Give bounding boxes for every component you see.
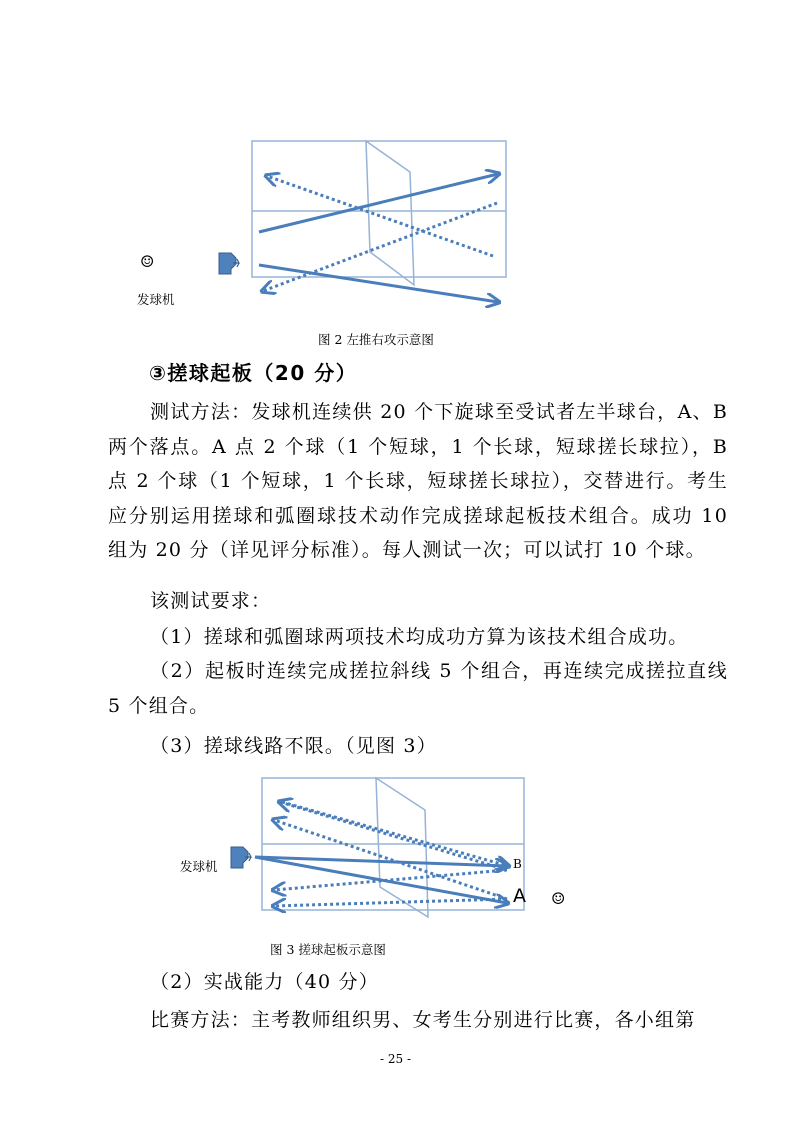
requirement-2: （2）起板时连续完成搓拉斜线 5 个组合，再连续完成搓拉直线 5 个组合。 (108, 660, 728, 717)
table-outline (252, 141, 506, 277)
requirements-title: 该测试要求： (150, 590, 272, 612)
solid-arrow-upper (259, 174, 498, 232)
point-a-label: A (513, 885, 526, 907)
section-heading: ③搓球起板（20 分） (149, 361, 358, 385)
point-b-label: B (513, 857, 522, 871)
section-2-heading: （2）实战能力（40 分） (150, 971, 379, 993)
requirement-1: （1）搓球和弧圈球两项技术均成功方算为该技术组合成功。 (150, 626, 689, 648)
dotted-arrow-upper (267, 176, 493, 256)
serving-machine-icon (219, 253, 239, 274)
solid-arrow-lower (259, 265, 498, 302)
requirement-3: （3）搓球线路不限。（见图 3） (150, 735, 437, 757)
smiley-icon-3: ☺ (551, 889, 566, 908)
page-number: - 25 - (380, 1052, 412, 1066)
figure-2-caption: 图 2 左推右攻示意图 (318, 332, 434, 347)
test-method-paragraph: 测试方法：发球机连续供 20 个下旋球至受试者左半球台，A、B 两个落点。A 点 2 个球（1 个短球，1 个长球，短球搓长球拉），B 点 2 个球（1 个短球，1 个长球，短球搓长球拉），交替进行。考生应分别运用搓球和弧圈球技术动作完成搓球起板技术组合。成功 10 组为 20 分（详见评分标准）。每人测试一次；可以试打 10 个球。 (108, 401, 728, 561)
smiley-icon: ☺ (140, 252, 155, 271)
figure-3-machine-label: 发球机 (180, 859, 218, 874)
dotted-arrow-lower (263, 203, 497, 291)
section-2-text: 比赛方法：主考教师组织男、女考生分别进行比赛，各小组第 (150, 1009, 696, 1031)
figure-3-caption: 图 3 搓球起板示意图 (270, 942, 386, 957)
figure-2-machine-label: 发球机 (137, 292, 175, 307)
